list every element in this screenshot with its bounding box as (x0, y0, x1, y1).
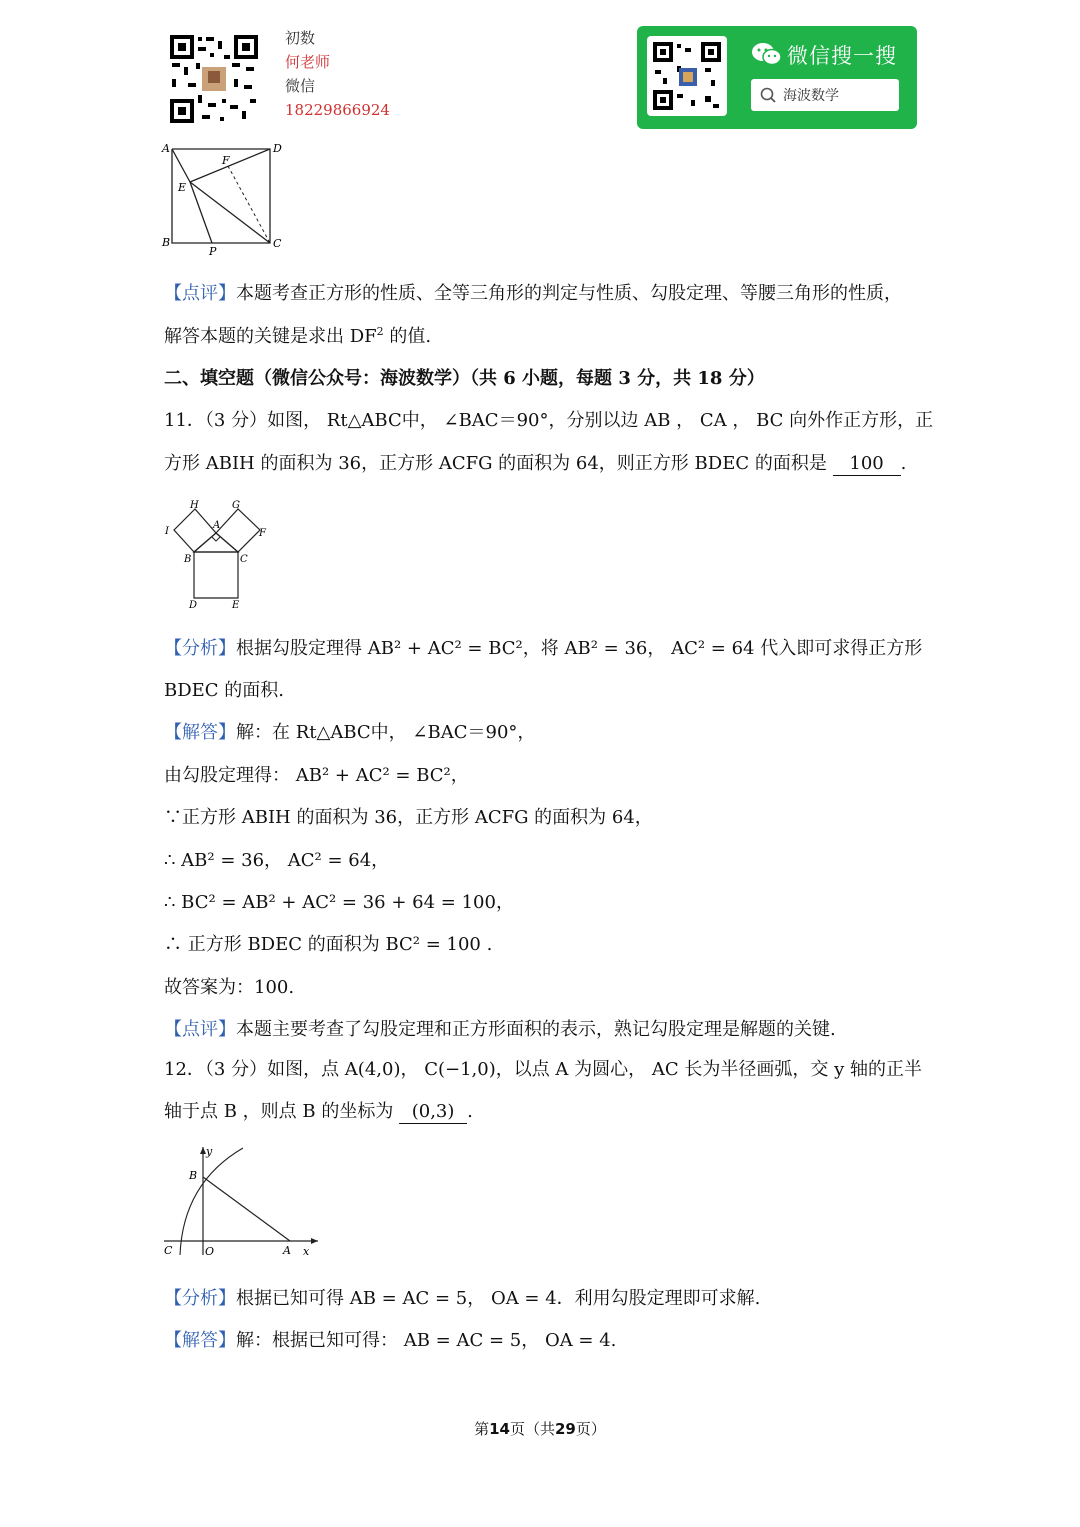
q11-solution-line2: 由勾股定理得： AB² + AC² = BC²， (164, 765, 469, 786)
review-q10-text2b: 的值. (383, 326, 432, 347)
review-q10-text1: 本题考查正方形的性质、全等三角形的判定与性质、勾股定理、等腰三角形的性质， (236, 283, 902, 304)
header-line-subject: 初数 (285, 29, 316, 47)
fig11-label-b: B (184, 554, 192, 565)
wechat-search-query: 海波数学 (783, 88, 839, 104)
q12-solution-line (164, 1328, 616, 1354)
fig11-label-g: G (232, 500, 240, 511)
fig10-label-f: F (222, 154, 230, 167)
q11-solution-line4: ∴ AB² = 36， AC² = 64， (164, 850, 390, 871)
q12-answer-blank: (0,3) (399, 1101, 467, 1124)
fig12-label-b: B (189, 1169, 198, 1182)
q11-solution-line1 (164, 720, 535, 746)
q11-stem-line2 (164, 451, 906, 477)
q11-stem-text: 方形 ABIH 的面积为 36，正方形 ACFG 的面积为 64，则正方形 BDEC 的面积是 (164, 453, 827, 474)
teacher-qr-code (168, 33, 260, 125)
fig11-label-h: H (190, 500, 199, 511)
q11-solution-line7: 故答案为：100. (164, 977, 295, 998)
fig11-label-a: A (213, 520, 221, 531)
header-line-wechat: 微信 (285, 77, 316, 95)
q11-solution-text1: 解：在 Rt△ABC中， ∠BAC＝90°， (236, 722, 536, 743)
page-footer (0, 1418, 1080, 1439)
footer-page-number: 14 (489, 1420, 510, 1438)
wechat-search-title: 微信搜一搜 (787, 44, 897, 68)
fig10-label-b: B (162, 236, 171, 249)
analysis-tag: 【分析】 (164, 1288, 236, 1309)
footer-mid: 页（共 (509, 1420, 555, 1438)
square-figure-q10 (160, 140, 290, 260)
wechat-logo-icon (751, 40, 783, 68)
q12-analysis-text: 根据已知可得 AB = AC = 5， OA = 4．利用勾股定理即可求解. (236, 1288, 761, 1309)
fig11-label-f: F (259, 528, 266, 539)
q12-stem-period: . (467, 1101, 473, 1122)
footer-prefix: 第 (474, 1420, 490, 1438)
fig11-label-c: C (240, 554, 248, 565)
q11-solution-line3: ∵正方形 ABIH 的面积为 36，正方形 ACFG 的面积为 64， (164, 807, 653, 828)
q12-solution-text: 解：根据已知可得： AB = AC = 5， OA = 4. (236, 1330, 617, 1351)
fig10-label-p: P (209, 245, 217, 258)
fig12-label-c: C (164, 1244, 173, 1257)
q12-analysis-line (164, 1286, 760, 1312)
fig12-label-y: y (206, 1145, 213, 1158)
q11-solution-line6: ∴ 正方形 BDEC 的面积为 BC² = 100 . (164, 934, 493, 955)
review-tag: 【点评】 (164, 283, 236, 304)
q11-analysis-line2: BDEC 的面积. (164, 680, 285, 701)
q11-analysis-text1: 根据勾股定理得 AB² + AC² = BC²，将 AB² = 36， AC² = 64 代入即可求得正方形 (236, 638, 923, 659)
q11-review-text: 本题主要考查了勾股定理和正方形面积的表示，熟记勾股定理是解题的关键. (236, 1019, 836, 1040)
section-title: 二、填空题（微信公众号：海波数学）（共 6 小题，每题 3 分，共 18 分） (164, 368, 765, 389)
solution-tag: 【解答】 (164, 1330, 236, 1351)
q11-answer-blank: 100 (833, 453, 901, 476)
review-tag: 【点评】 (164, 1019, 236, 1040)
fig12-label-x: x (303, 1245, 310, 1258)
pythagoras-squares-figure-q11 (160, 495, 280, 615)
footer-suffix: 页） (575, 1420, 606, 1438)
q11-solution-line5: ∴ BC² = AB² + AC² = 36 + 64 = 100， (164, 892, 514, 913)
q12-stem-line1: 12．（3 分）如图，点 A(4,0)， C(−1,0)，以点 A 为圆心， AC 长为半径画弧，交 y 轴的正半 (164, 1059, 922, 1080)
fig11-label-d: D (189, 600, 198, 611)
q12-stem-line2 (164, 1099, 473, 1125)
q11-stem-period: . (900, 453, 907, 474)
q11-stem-line1: 11．（3 分）如图， Rt△ABC中， ∠BAC＝90°，分别以边 AB ， CA ， BC 向外作正方形，正 (164, 410, 934, 431)
wechat-search-banner[interactable] (637, 26, 917, 129)
coordinate-figure-q12 (158, 1143, 328, 1263)
fig10-label-c: C (273, 237, 282, 250)
q11-analysis-line1 (164, 636, 922, 662)
fig10-label-a: A (162, 142, 170, 155)
fig11-label-i: I (165, 526, 169, 537)
fig11-label-e: E (232, 600, 240, 611)
search-icon (760, 87, 776, 103)
wechat-qr-code (647, 36, 727, 116)
header-phone: 18229866924 (285, 101, 390, 119)
qr-code-icon (168, 33, 260, 125)
fig12-label-a: A (283, 1244, 291, 1257)
review-q10-line2 (164, 324, 431, 350)
review-q10-text2a: 解答本题的关键是求出 DF (164, 326, 377, 347)
fig12-label-o: O (205, 1245, 215, 1258)
solution-tag: 【解答】 (164, 722, 236, 743)
fig10-label-d: D (273, 142, 282, 155)
review-q10-sup: 2 (376, 325, 384, 338)
wechat-search-field[interactable] (751, 79, 899, 111)
review-q10-line1 (164, 281, 902, 307)
q12-stem-text: 轴于点 B ，则点 B 的坐标为 (164, 1101, 394, 1122)
qr-code-icon (647, 36, 727, 116)
header-line-teacher: 何老师 (285, 53, 331, 71)
q11-review-line (164, 1017, 836, 1043)
footer-total-pages: 29 (555, 1420, 576, 1438)
analysis-tag: 【分析】 (164, 638, 236, 659)
fig10-label-e: E (178, 181, 187, 194)
